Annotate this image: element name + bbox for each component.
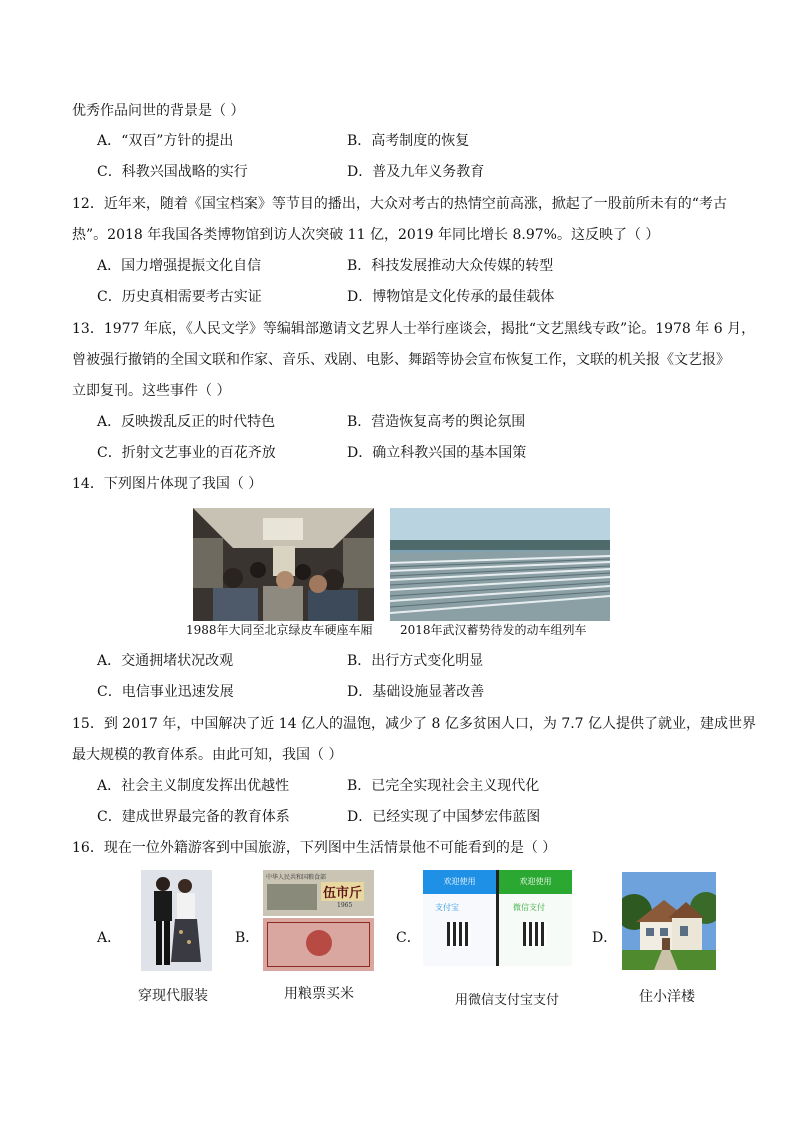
grain-ticket-photo xyxy=(263,870,374,971)
alipay-logo: 支付宝 xyxy=(435,903,459,912)
q13-option-a[interactable]: A．反映拨乱反正的时代特色 xyxy=(97,414,276,430)
wechat-qr-code xyxy=(523,922,547,946)
grain-ticket-year: 1965 xyxy=(337,902,353,909)
bullet-trains-photo xyxy=(390,508,610,621)
alipay-panel xyxy=(423,870,496,966)
modern-clothes-photo xyxy=(141,870,212,971)
q13-stem-line1: 13．1977 年底，《人民文学》等编辑部邀请文艺界人士举行座谈会，揭批“文艺黑线专政”论。1978 年 6 月， xyxy=(72,321,756,337)
q16-stem: 16．现在一位外籍游客到中国旅游，下列图中生活情景他不可能看到的是（ ） xyxy=(72,840,557,856)
grain-ticket-top xyxy=(263,870,374,918)
grain-ticket-border xyxy=(267,922,370,967)
q16-caption-b: 用粮票买米 xyxy=(284,986,354,1002)
q15-stem-line2: 最大规模的教育体系。由此可知，我国（ ） xyxy=(72,747,343,763)
q16-caption-d: 住小洋楼 xyxy=(639,989,695,1005)
q16-label-b[interactable]: B． xyxy=(235,930,260,946)
q16-caption-a: 穿现代服装 xyxy=(138,988,208,1004)
q11-option-c[interactable]: C．科教兴国战略的实行 xyxy=(97,164,248,180)
q16-caption-c: 用微信支付宝支付 xyxy=(454,993,559,1008)
q11-option-d[interactable]: D．普及九年义务教育 xyxy=(347,164,485,180)
q16-label-c[interactable]: C． xyxy=(396,930,421,946)
train-interior-photo xyxy=(193,508,374,621)
q15-option-d[interactable]: D．已经实现了中国梦宏伟蓝图 xyxy=(347,809,541,825)
grain-ticket-scene xyxy=(267,884,317,910)
wechat-logo: 微信支付 xyxy=(513,903,545,912)
q14-option-d[interactable]: D．基础设施显著改善 xyxy=(347,684,485,700)
q15-stem-line1: 15．到 2017 年，中国解决了近 14 亿人的温饱，减少了 8 亿多贫困人口，为 7.7 亿人提供了就业，建成世界 xyxy=(72,716,757,732)
train-interior-caption: 1988年大同至北京绿皮车硬座车厢 xyxy=(186,623,373,637)
q12-option-b[interactable]: B．科技发展推动大众传媒的转型 xyxy=(347,258,554,274)
small-villa-photo xyxy=(622,872,716,970)
q11-option-b[interactable]: B．高考制度的恢复 xyxy=(347,133,470,149)
q13-option-c[interactable]: C．折射文艺事业的百花齐放 xyxy=(97,445,276,461)
q13-option-d[interactable]: D．确立科教兴国的基本国策 xyxy=(347,445,527,461)
q12-option-d[interactable]: D．博物馆是文化传承的最佳载体 xyxy=(347,289,555,305)
grain-ticket-header: 中华人民共和国粮食部 xyxy=(266,874,327,881)
q16-label-d[interactable]: D． xyxy=(592,930,618,946)
q13-option-b[interactable]: B．营造恢复高考的舆论氛围 xyxy=(347,414,526,430)
alipay-qr-code xyxy=(447,922,471,946)
wechat-panel xyxy=(499,870,572,966)
alipay-header: 欢迎使用 xyxy=(423,870,496,894)
q12-option-a[interactable]: A．国力增强提振文化自信 xyxy=(97,258,262,274)
grain-ticket-value: 伍市斤 xyxy=(321,882,364,901)
grain-ticket-bottom xyxy=(263,918,374,971)
mobile-pay-photo xyxy=(423,870,572,966)
q14-option-c[interactable]: C．电信事业迅速发展 xyxy=(97,684,234,700)
q15-option-a[interactable]: A．社会主义制度发挥出优越性 xyxy=(97,778,290,794)
q13-stem-line2: 曾被强行撤销的全国文联和作家、音乐、戏剧、电影、舞蹈等协会宣布恢复工作，文联的机关报《文艺报》 xyxy=(72,352,730,368)
q14-option-b[interactable]: B．出行方式变化明显 xyxy=(347,653,484,669)
q13-stem-line3: 立即复刊。这些事件（ ） xyxy=(72,383,231,399)
wechat-header: 欢迎使用 xyxy=(499,870,572,894)
q12-stem-line2: 热”。2018 年我国各类博物馆到访人次突破 11 亿，2019 年同比增长 8.97%。这反映了（ ） xyxy=(72,227,660,243)
bullet-trains-caption: 2018年武汉蓄势待发的动车组列车 xyxy=(400,623,587,637)
q15-option-c[interactable]: C．建成世界最完备的教育体系 xyxy=(97,809,290,825)
q11-option-a[interactable]: A．“双百”方针的提出 xyxy=(97,133,234,149)
q11-tail: 优秀作品问世的背景是（ ） xyxy=(72,103,245,119)
q16-label-a[interactable]: A． xyxy=(97,930,122,946)
q12-stem-line1: 12．近年来，随着《国宝档案》等节目的播出，大众对考古的热情空前高涨，掀起了一股前所未有的“考古 xyxy=(72,196,727,212)
q14-stem: 14．下列图片体现了我国（ ） xyxy=(72,476,263,492)
q15-option-b[interactable]: B．已完全实现社会主义现代化 xyxy=(347,778,540,794)
q12-option-c[interactable]: C．历史真相需要考古实证 xyxy=(97,289,262,305)
q14-option-a[interactable]: A．交通拥堵状况改观 xyxy=(97,653,234,669)
